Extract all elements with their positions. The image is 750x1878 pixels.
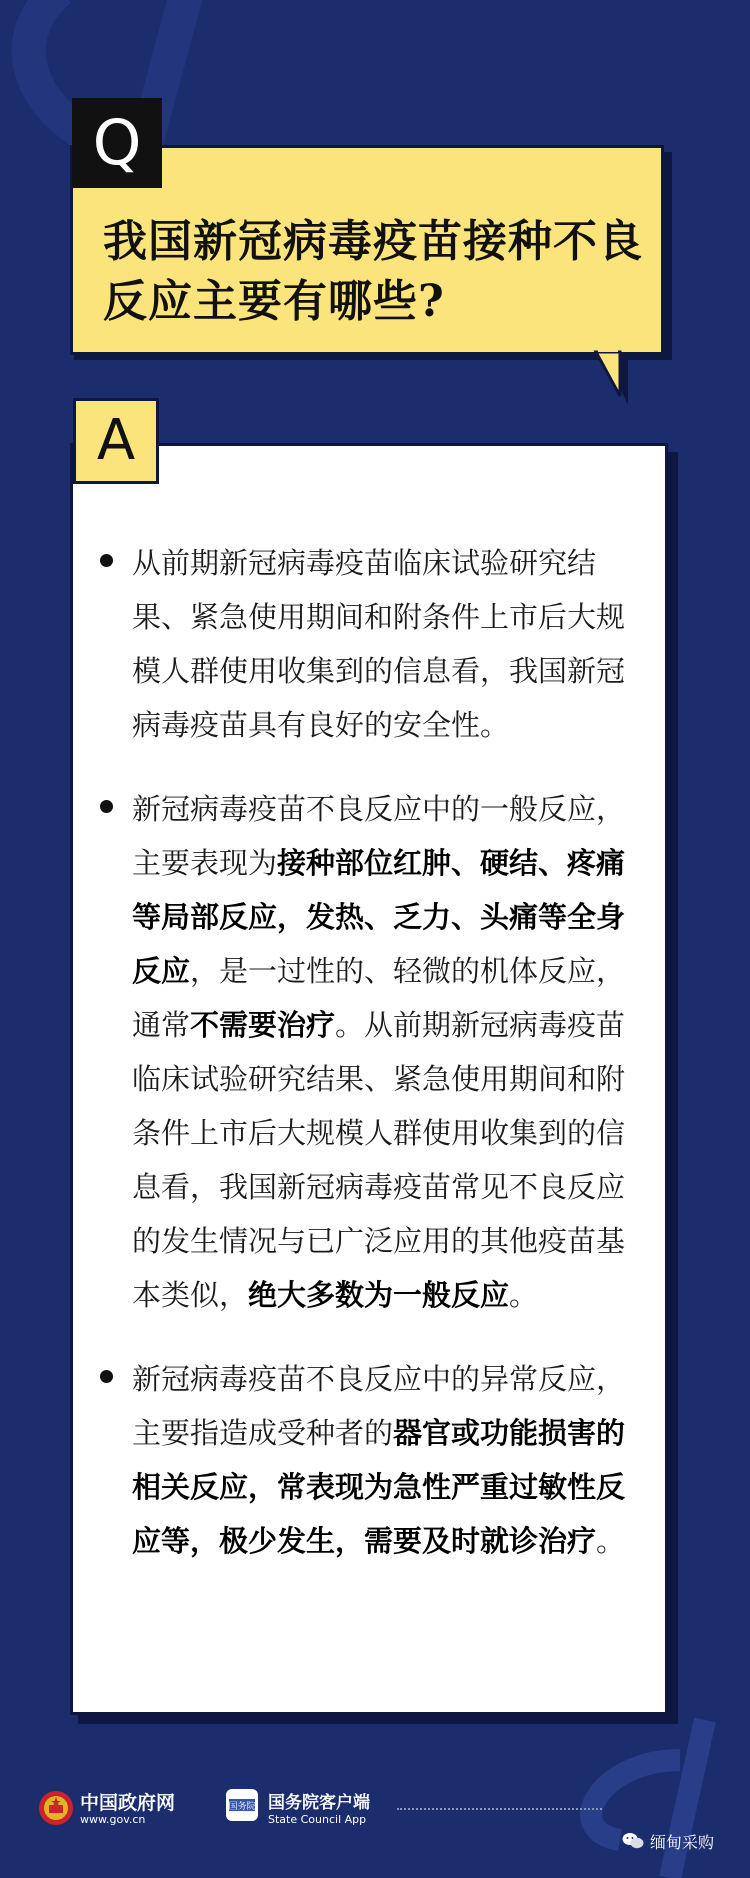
speech-tail-icon [0, 0, 750, 420]
question-title: 我国新冠病毒疫苗接种不良反应主要有哪些? [103, 216, 643, 327]
gov-site-url[interactable]: www.gov.cn [80, 1813, 146, 1826]
national-emblem-icon [38, 1790, 74, 1826]
emphasis-text: 不需要治疗 [190, 1008, 336, 1042]
list-item [98, 1352, 638, 1568]
wechat-account-name: 缅甸采购 [650, 1833, 715, 1852]
answer-text-segment: 从前期新冠病毒疫苗临床试验研究结果、紧急使用期间和附条件上市后大规模人群使用收集到的信息看，我国新冠病毒疫苗具有良好的安全性。 [132, 546, 626, 742]
emphasis-text: 器官或功能损害的相关反应，常表现为急性严重过敏性反应等，极少发生，需要及时就诊治疗 [132, 1416, 626, 1558]
wechat-icon [622, 1832, 644, 1850]
footer [0, 1770, 750, 1870]
answer-text-segment: 新冠病毒疫苗不良反应中的一般反应，主要表现为 [132, 792, 626, 880]
answer-text-segment: 。从前期新冠病毒疫苗临床试验研究结果、紧急使用期间和附条件上市后大规模人群使用收集到的信息看，我国新冠病毒疫苗常见不良反应的发生情况与已广泛应用的其他疫苗基本类似， [132, 1008, 626, 1312]
list-item [98, 782, 638, 1322]
answer-text-segment: 新冠病毒疫苗不良反应中的异常反应，主要指造成受种者的 [132, 1362, 626, 1450]
answer-text-segment: 。 [596, 1524, 626, 1558]
bullet-icon [100, 800, 113, 813]
state-council-app-logo [225, 1788, 259, 1822]
sc-logo-text: 国务院 [228, 1802, 256, 1812]
answer-paragraph [132, 1352, 638, 1568]
wechat-account[interactable] [622, 1828, 742, 1858]
answer-list [98, 536, 638, 1598]
bullet-icon [100, 1370, 113, 1383]
answer-text-segment: ，是一过性的、轻微的机体反应，通常 [132, 954, 626, 1042]
answer-paragraph [132, 536, 638, 752]
emphasis-text: 绝大多数为一般反应 [248, 1278, 510, 1312]
bullet-icon [100, 554, 113, 567]
question-badge: Q [72, 98, 162, 188]
state-council-app-name[interactable]: 国务院客户端 [268, 1793, 370, 1813]
state-council-app-en: State Council App [268, 1813, 367, 1826]
emphasis-text: 接种部位红肿、硬结、疼痛等局部反应，发热、乏力、头痛等全身反应 [132, 846, 626, 988]
dotted-divider [397, 1808, 602, 1810]
gov-site-name[interactable]: 中国政府网 [80, 1792, 176, 1814]
list-item [98, 536, 638, 752]
answer-paragraph [132, 782, 638, 1322]
answer-badge: A [73, 398, 159, 484]
answer-text-segment: 。 [509, 1278, 539, 1312]
